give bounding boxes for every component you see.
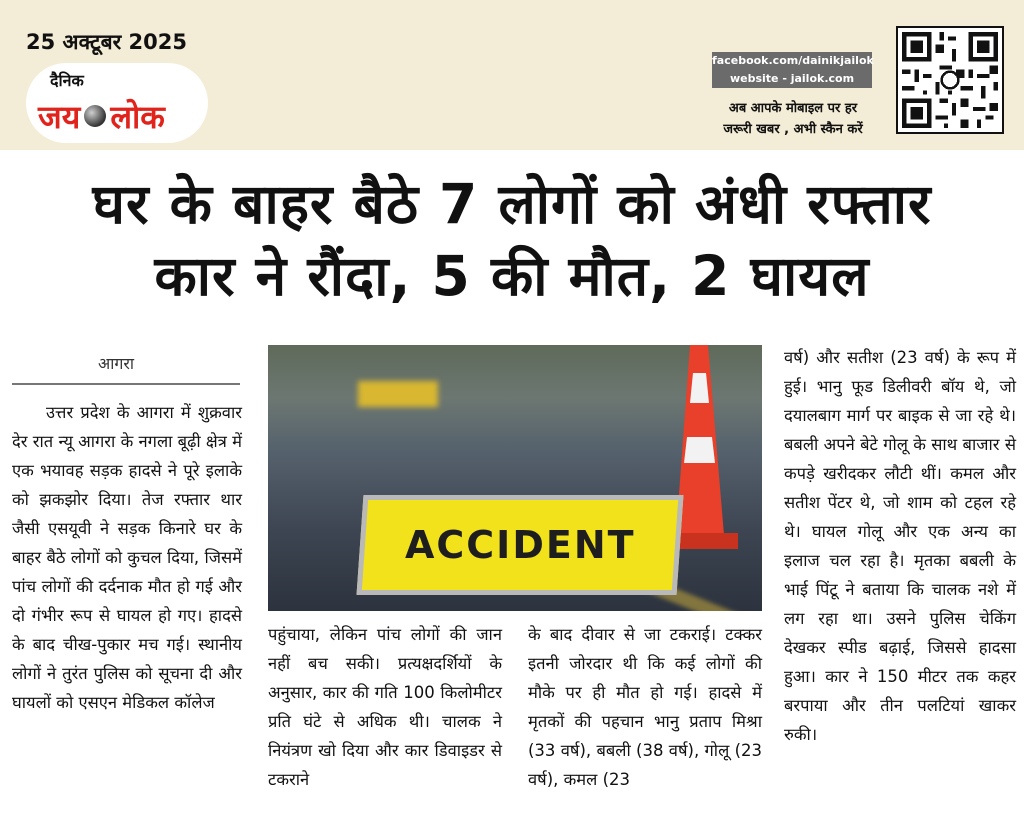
facebook-link[interactable]: facebook.com/dainikjailok [712,54,874,67]
article-column-3: के बाद दीवार से जा टकराई। टक्कर इतनी जोरदार थी कि कई लोगों की मौके पर ही मौत हो गई। हादसे में मृतकों की पहचान भानु प्रताप मिश्रा (33 वर्ष), बबली (38 वर्ष), गोलू (23 वर्ष), कमल (23 [528,625,762,789]
scan-prompt-line2: जरूरी खबर , अभी स्कैन करें [723,122,863,137]
dateline: आगरा [98,354,135,373]
dateline-divider [12,383,240,385]
scan-prompt-line1: अब आपके मोबाइल पर हर [728,101,858,116]
logo-subtitle: दैनिक [50,71,84,90]
qr-code-icon[interactable] [896,26,1004,134]
newspaper-logo [26,63,208,143]
article-column-4: वर्ष) और सतीश (23 वर्ष) के रूप में हुई। भानु फूड डिलीवरी बॉय थे, जो दयालबाग मार्ग पर बाइक से जा रहे थे। बबली अपने बेटे गोलू के साथ बाजार से कपड़े खरीदकर लौटी थीं। कमल और सतीश पेंटर थे, जो शाम को टहल रहे थे। घायल गोलू और एक अन्य का इलाज चल रहा है। मृतका बबली के भाई पिंटू ने बताया कि चालक नशे में लग रहा था। उसने पुलिस चेकिंग देखकर स्पीड बढ़ाई, जिससे हादसा हुआ। कार ने 150 मीटर तक कहर बरपाया और तीन पलटियां खाकर रुकी। [784,348,1016,744]
headline-line2: कार ने रौंदा, 5 की मौत, 2 घायल [154,244,870,308]
logo-wordmark [38,95,165,138]
headline-line1: घर के बाहर बैठे 7 लोगों को अंधी रफ्तार [92,172,932,236]
website-link[interactable]: website - jailok.com [729,72,855,85]
masthead [0,0,1024,150]
globe-icon [84,105,106,127]
accident-sign [357,495,684,595]
accident-sign-text: ACCIDENT [404,523,636,567]
accident-photo [268,345,762,611]
social-links-box [712,52,872,88]
background-sign [358,381,438,407]
scan-prompt [700,98,886,140]
headline [0,168,1024,312]
article-column-2: पहुंचाया, लेकिन पांच लोगों की जान नहीं बच सकी। प्रत्यक्षदर्शियों के अनुसार, कार की गति 100 किलोमीटर प्रति घंटे से अधिक थी। चालक ने नियंत्रण खो दिया और कार डिवाइडर से टकराने [268,625,502,789]
logo-word-jay: जय [38,98,81,136]
edition-date: 25 अक्टूबर 2025 [26,30,187,54]
article-column-1: उत्तर प्रदेश के आगरा में शुक्रवार देर रात न्यू आगरा के नगला बूढ़ी क्षेत्र में एक भयावह सड़क हादसे ने पूरे इलाके को झकझोर दिया। तेज रफ्तार थार जैसी एसयूवी ने सड़क किनारे घर के बाहर बैठे लोगों को कुचल दिया, जिसमें पांच लोगों की दर्दनाक मौत हो गई और दो गंभीर रूप से घायल हो गए। हादसे के बाद चीख-पुकार मच गई। स्थानीय लोगों ने तुरंत पुलिस को सूचना दी और घायलों को एसएन मेडिकल कॉलेज [12,403,242,712]
logo-word-lok: लोक [110,98,165,136]
